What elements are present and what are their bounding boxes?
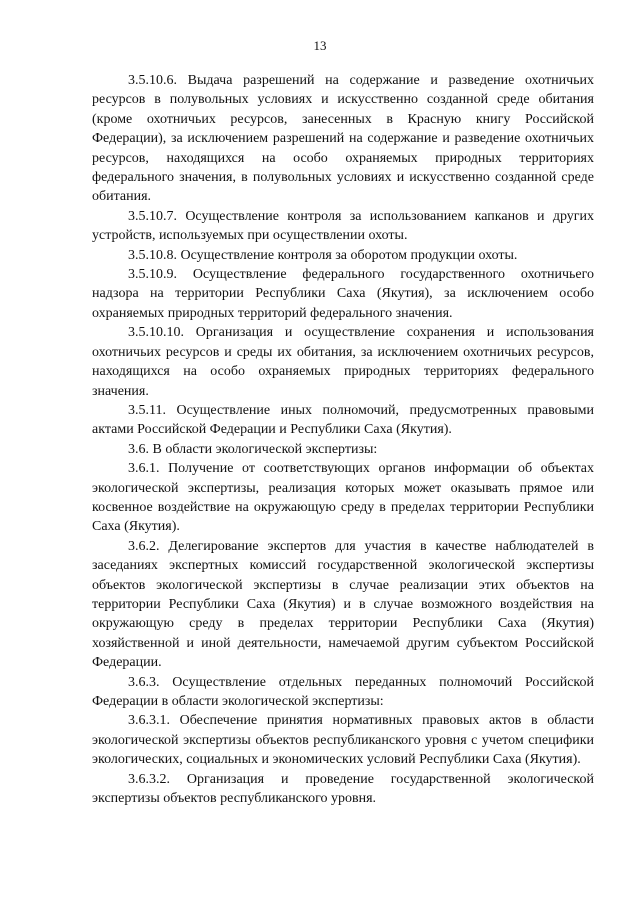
paragraph-3-5-10-6: 3.5.10.6. Выдача разрешений на содержание и разведение охотничьих ресурсов в полувольных условиях и искусственно созданной среде обитания (кроме охотничьих ресурсов, занесенных в Красную книгу Российской Федерации), за исключением разрешений на содержание и разведение охотничьих ресурсов, находящихся на особо охраняемых природных территориях федерального значения, в полувольных условиях и искусственно созданной среде обитания. xyxy=(92,73,594,205)
paragraph-3-5-10-7: 3.5.10.7. Осуществление контроля за использованием капканов и других устройств, используемых при осуществлении охоты. xyxy=(92,208,594,244)
paragraph-3-6-2: 3.6.2. Делегирование экспертов для участия в качестве наблюдателей в заседаниях экспертных комиссий государственной экологической экспертизы объектов экологической экспертизы в случае реализации этих объектов на территории Республики Саха (Якутия) и в случае возможного воздействия на окружающую среду в пределах территории Республики Саха (Якутия) хозяйственной и иной деятельности, намечаемой другим субъектом Российской Федерации. xyxy=(92,538,594,671)
paragraph-3-6-1: 3.6.1. Получение от соответствующих органов информации об объектах экологической экспертизы, реализация которых может оказывать прямое или косвенное воздействие на окружающую среду в пределах территории Республики Саха (Якутия). xyxy=(92,461,594,535)
paragraph-3-5-11: 3.5.11. Осуществление иных полномочий, предусмотренных правовыми актами Российской Федерации и Республики Саха (Якутия). xyxy=(92,402,594,438)
paragraph-3-5-10-10: 3.5.10.10. Организация и осуществление сохранения и использования охотничьих ресурсов и среды их обитания, за исключением охотничьих ресурсов, находящихся на особо охраняемых природных территориях федерального значения. xyxy=(92,325,594,399)
page-number: 13 xyxy=(313,38,327,53)
paragraph-3-6-3-1: 3.6.3.1. Обеспечение принятия нормативных правовых актов в области экологической экспертизы объектов республиканского уровня с учетом специфики экологических, социальных и экономических условий Республики Саха (Якутия). xyxy=(92,713,594,768)
paragraph-3-6-3: 3.6.3. Осуществление отдельных переданных полномочий Российской Федерации в области экологической экспертизы: xyxy=(92,674,594,709)
paragraph-3-6-3-2: 3.6.3.2. Организация и проведение государственной экологической экспертизы объектов республиканского уровня. xyxy=(92,771,594,807)
document-body xyxy=(92,71,594,808)
paragraph-3-6: 3.6. В области экологической экспертизы: xyxy=(128,441,378,457)
paragraph-3-5-10-8: 3.5.10.8. Осуществление контроля за оборотом продукции охоты. xyxy=(128,247,518,263)
paragraph-3-5-10-9: 3.5.10.9. Осуществление федерального государственного охотничьего надзора на территории Республики Саха (Якутия), за исключением особо охраняемых природных территорий федерального значения. xyxy=(92,267,594,321)
